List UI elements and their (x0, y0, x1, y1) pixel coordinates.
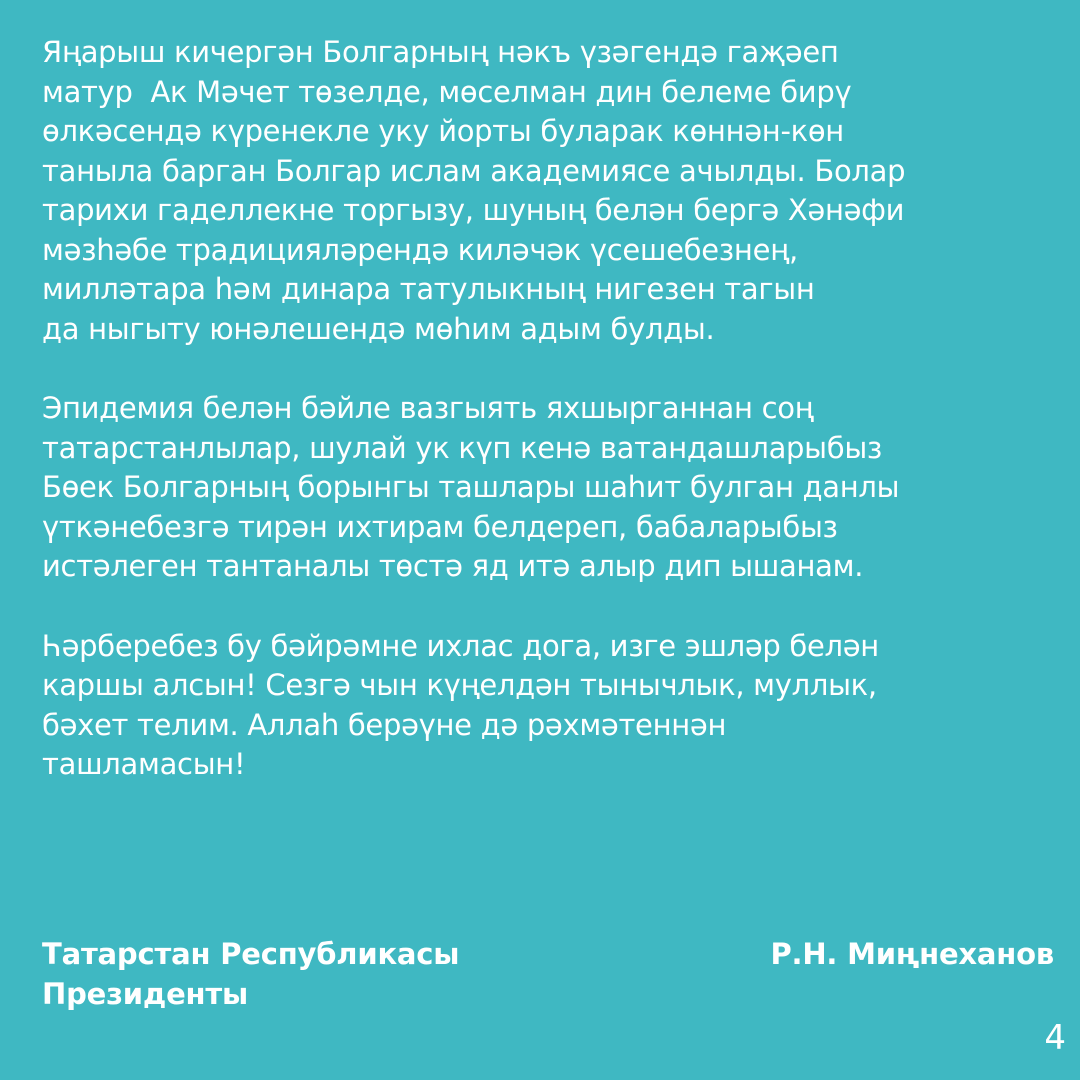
text-line: милләтара һәм динара татулыкның нигезен тагын (42, 272, 815, 306)
text-line: бәхет телим. Аллаһ берәүне дә рәхмәтеннән (42, 707, 727, 742)
text-line: Яңарыш кичергән Болгарның нәкъ үзәгендә гаҗәеп (42, 35, 839, 69)
text-line: истәлеген тантаналы төстә яд итә алыр дип ышанам. (42, 549, 864, 583)
page-number: 4 (1044, 1018, 1066, 1058)
text-line: татарстанлылар, шулай ук күп кенә ватандашларыбыз (42, 430, 883, 465)
text-line: да ныгыту юнәлешендә мөһим адым булды. (42, 311, 715, 346)
paragraph-1 (42, 33, 1052, 349)
signatory-position (42, 934, 459, 1014)
text-line: Бөек Болгарның борынгы ташлары шаһит булган данлы (42, 470, 900, 504)
position-line: Татарстан Республикасы (42, 937, 460, 971)
paragraph-3 (42, 627, 1052, 785)
text-line: өлкәсендә күренекле уку йорты буларак көннән-көн (42, 114, 844, 148)
signatory-name: Р.Н. Миңнеханов (770, 937, 1054, 971)
text-line: матур Ак Мәчет төзелде, мөселман дин белеме бирү (42, 74, 852, 109)
text-line: мәзһәбе традицияләрендә киләчәк үсешебезнең, (42, 232, 798, 267)
text-line: каршы алсын! Сезгә чын күңелдән тынычлык, муллык, (42, 668, 877, 702)
text-line: үткәнебезгә тирән ихтирам белдереп, бабаларыбыз (42, 509, 838, 544)
text-line: Һәрберебез бу бәйрәмне ихлас дога, изге эшләр белән (42, 628, 879, 663)
position-line: Президенты (42, 977, 249, 1011)
paragraph-2 (42, 389, 1052, 587)
text-line: Эпидемия белән бәйле вазгыять яхшырганнан соң (42, 391, 814, 425)
text-line: ташламасын! (42, 747, 246, 781)
letter-body (42, 33, 1052, 825)
text-line: танылa барган Болгар ислам академиясе ачылды. Болар (42, 153, 906, 188)
text-line: тарихи гаделлекне торгызу, шуның белән бергә Хәнәфи (42, 193, 905, 227)
